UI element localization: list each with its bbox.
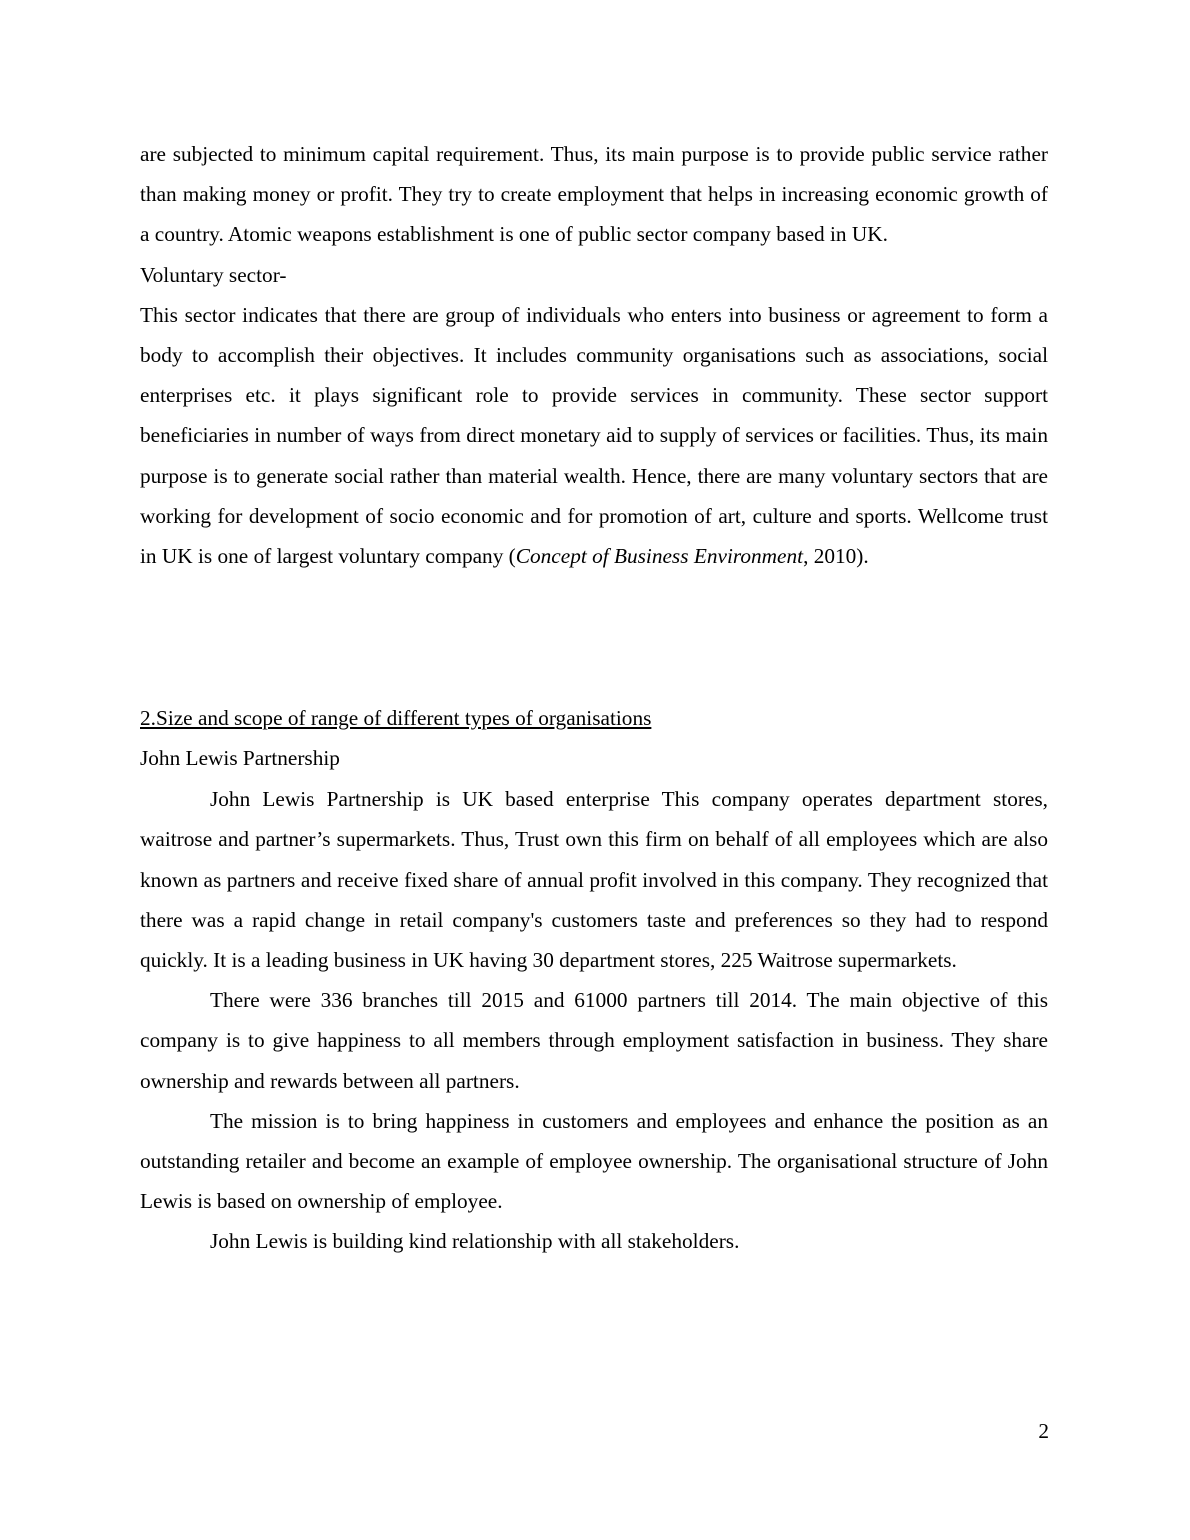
voluntary-sector-heading: Voluntary sector-: [140, 262, 287, 287]
body-paragraph-1: John Lewis Partnership is UK based enterprise This company operates department stores, waitrose and partner’s supermarkets. Thus, Trust own this firm on behalf of all employees which are also known as partners and receive fixed share of annual profit involved in this company. They recognized that there was a rapid change in retail company's customers taste and preferences so they had to respond quickly. It is a leading business in UK having 30 department stores, 225 Waitrose supermarkets.: [140, 787, 1048, 973]
intro-paragraph: are subjected to minimum capital requirement. Thus, its main purpose is to provide public service rather than making money or profit. They try to create employment that helps in increasing economic growth of a country. Atomic weapons establishment is one of public sector company based in UK.: [140, 142, 1048, 247]
body-paragraph-3: The mission is to bring happiness in customers and employees and enhance the position as an outstanding retailer and become an example of employee ownership. The organisational structure of John Lewis is based on ownership of employee.: [140, 1108, 1048, 1214]
body-paragraph-2: There were 336 branches till 2015 and 61000 partners till 2014. The main objective of this company is to give happiness to all members through employment satisfaction in business. They share ownership and rewards between all partners.: [140, 988, 1048, 1093]
section-heading: [140, 698, 1048, 738]
page-number: 2: [1038, 1419, 1049, 1443]
citation-year: , 2010).: [803, 544, 869, 569]
section-heading-text: 2.Size and scope of range of different types of organisations: [140, 706, 652, 730]
page-body-top: [140, 134, 1048, 576]
body-paragraph-4: John Lewis is building kind relationship with all stakeholders.: [210, 1229, 740, 1254]
voluntary-sector-paragraph: [140, 295, 1048, 576]
company-subheading: John Lewis Partnership: [140, 746, 340, 771]
citation-title: Concept of Business Environment: [515, 544, 804, 569]
voluntary-sector-text: This sector indicates that there are group of individuals who enters into business or agreement to form a body to accomplish their objectives. It includes community organisations such as associations, social enterprises etc. it plays significant role to provide services in community. These sector support beneficiaries in number of ways from direct monetary aid to supply of services or facilities. Thus, its main purpose is to generate social rather than material wealth. Hence, there are many voluntary sectors that are working for development of socio economic and for promotion of art, culture and sports. Wellcome trust in UK is one of largest voluntary company (: [140, 302, 1048, 569]
section-2: [140, 698, 1048, 1262]
